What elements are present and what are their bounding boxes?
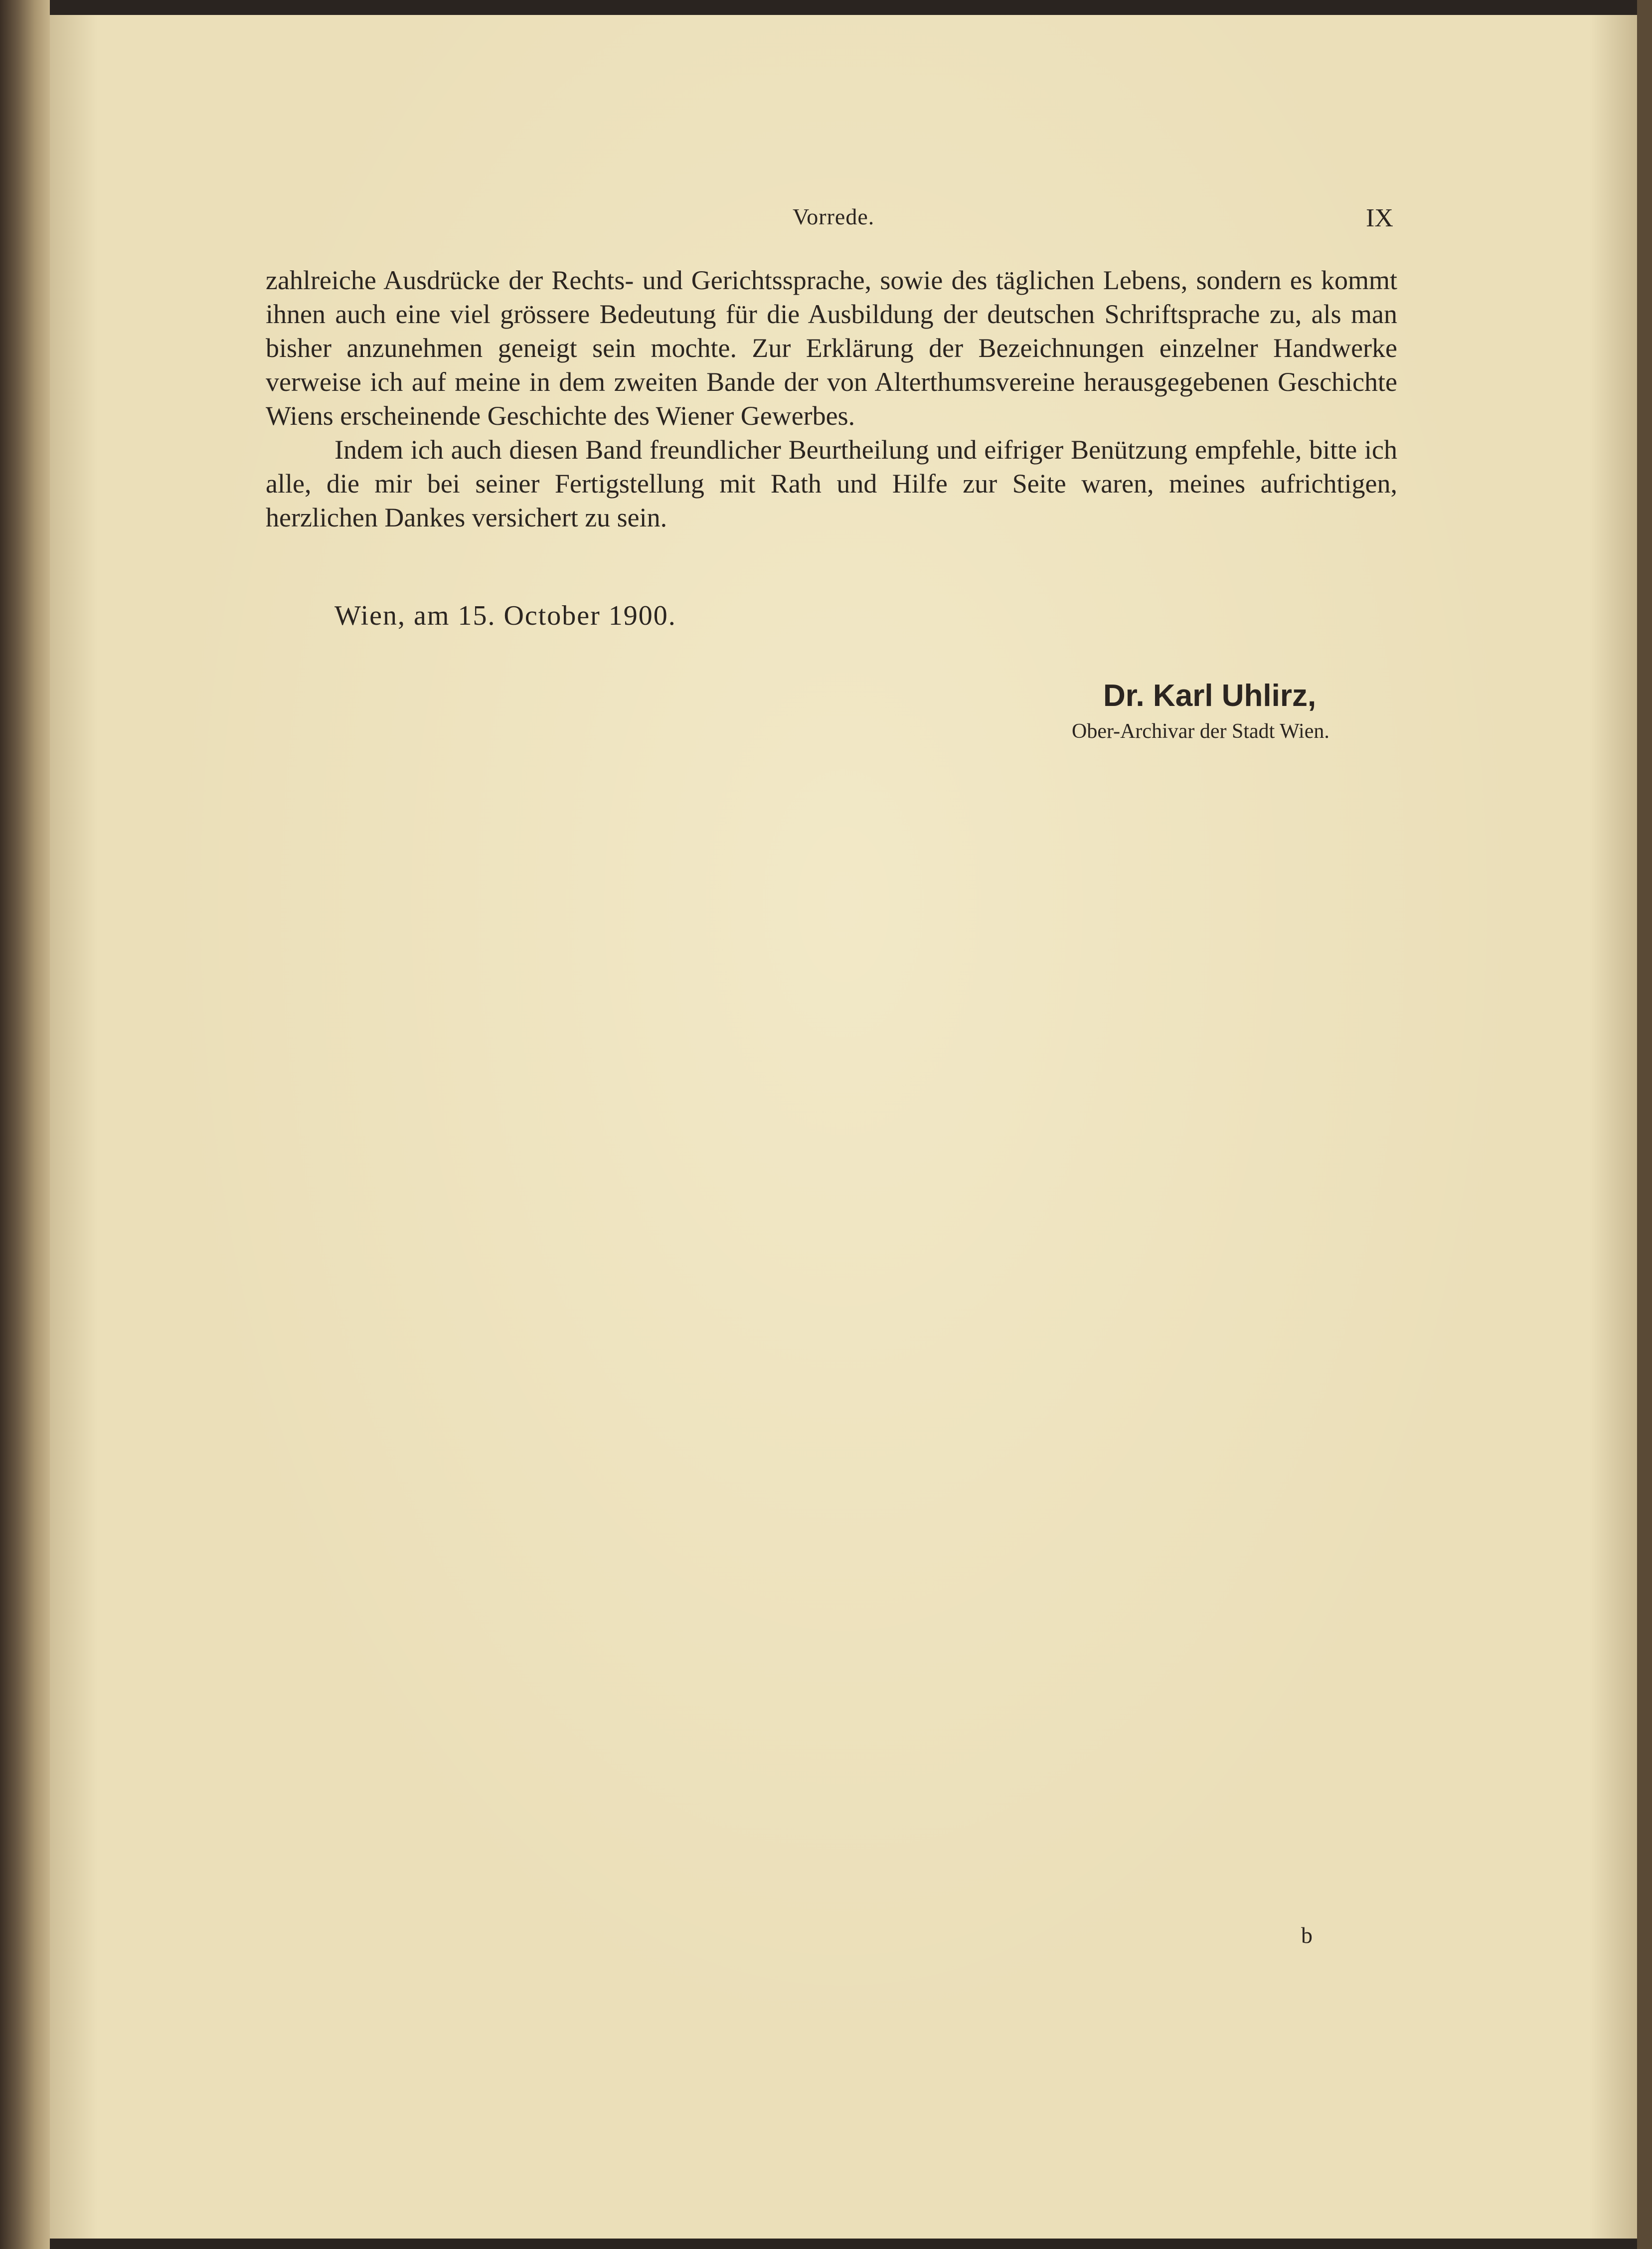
book-right-edge xyxy=(1637,0,1652,2249)
book-gutter-edge xyxy=(0,0,50,2249)
printer-signature-mark: b xyxy=(1301,1922,1313,1948)
body-text xyxy=(266,263,1397,534)
paragraph-thanks: Indem ich auch diesen Band freundlicher Beurtheilung und eifriger Benützung empfehle, bitte ich alle, die mir bei seiner Fertigstellung mit Rath und Hilfe zur Seite waren, meines aufrichtigen, herzlichen Dankes versichert zu sein. xyxy=(266,435,1397,532)
signature-name: Dr. Karl Uhlirz, xyxy=(1103,679,1317,713)
dateline: Wien, am 15. October 1900. xyxy=(334,600,676,631)
signature-title: Ober-Archivar der Stadt Wien. xyxy=(1072,720,1329,743)
running-head xyxy=(0,203,1652,238)
paragraph-continuation: zahlreiche Ausdrücke der Rechts- und Gerichtssprache, sowie des täglichen Lebens, sondern es kommt ihnen auch eine viel grössere Bedeutung für die Ausbildung der deutschen Schriftsprache zu, als man bisher anzunehmen geneigt sein mochte. Zur Erklärung der Bezeichnungen einzelner Handwerke verweise ich auf meine in dem zweiten Bande der von Alterthumsvereine herausgegebenen Geschichte Wiens erscheinende Geschichte des Wiener Gewerbes. xyxy=(266,265,1397,431)
running-title: Vorrede. xyxy=(793,204,875,229)
page-number: IX xyxy=(1366,204,1393,232)
